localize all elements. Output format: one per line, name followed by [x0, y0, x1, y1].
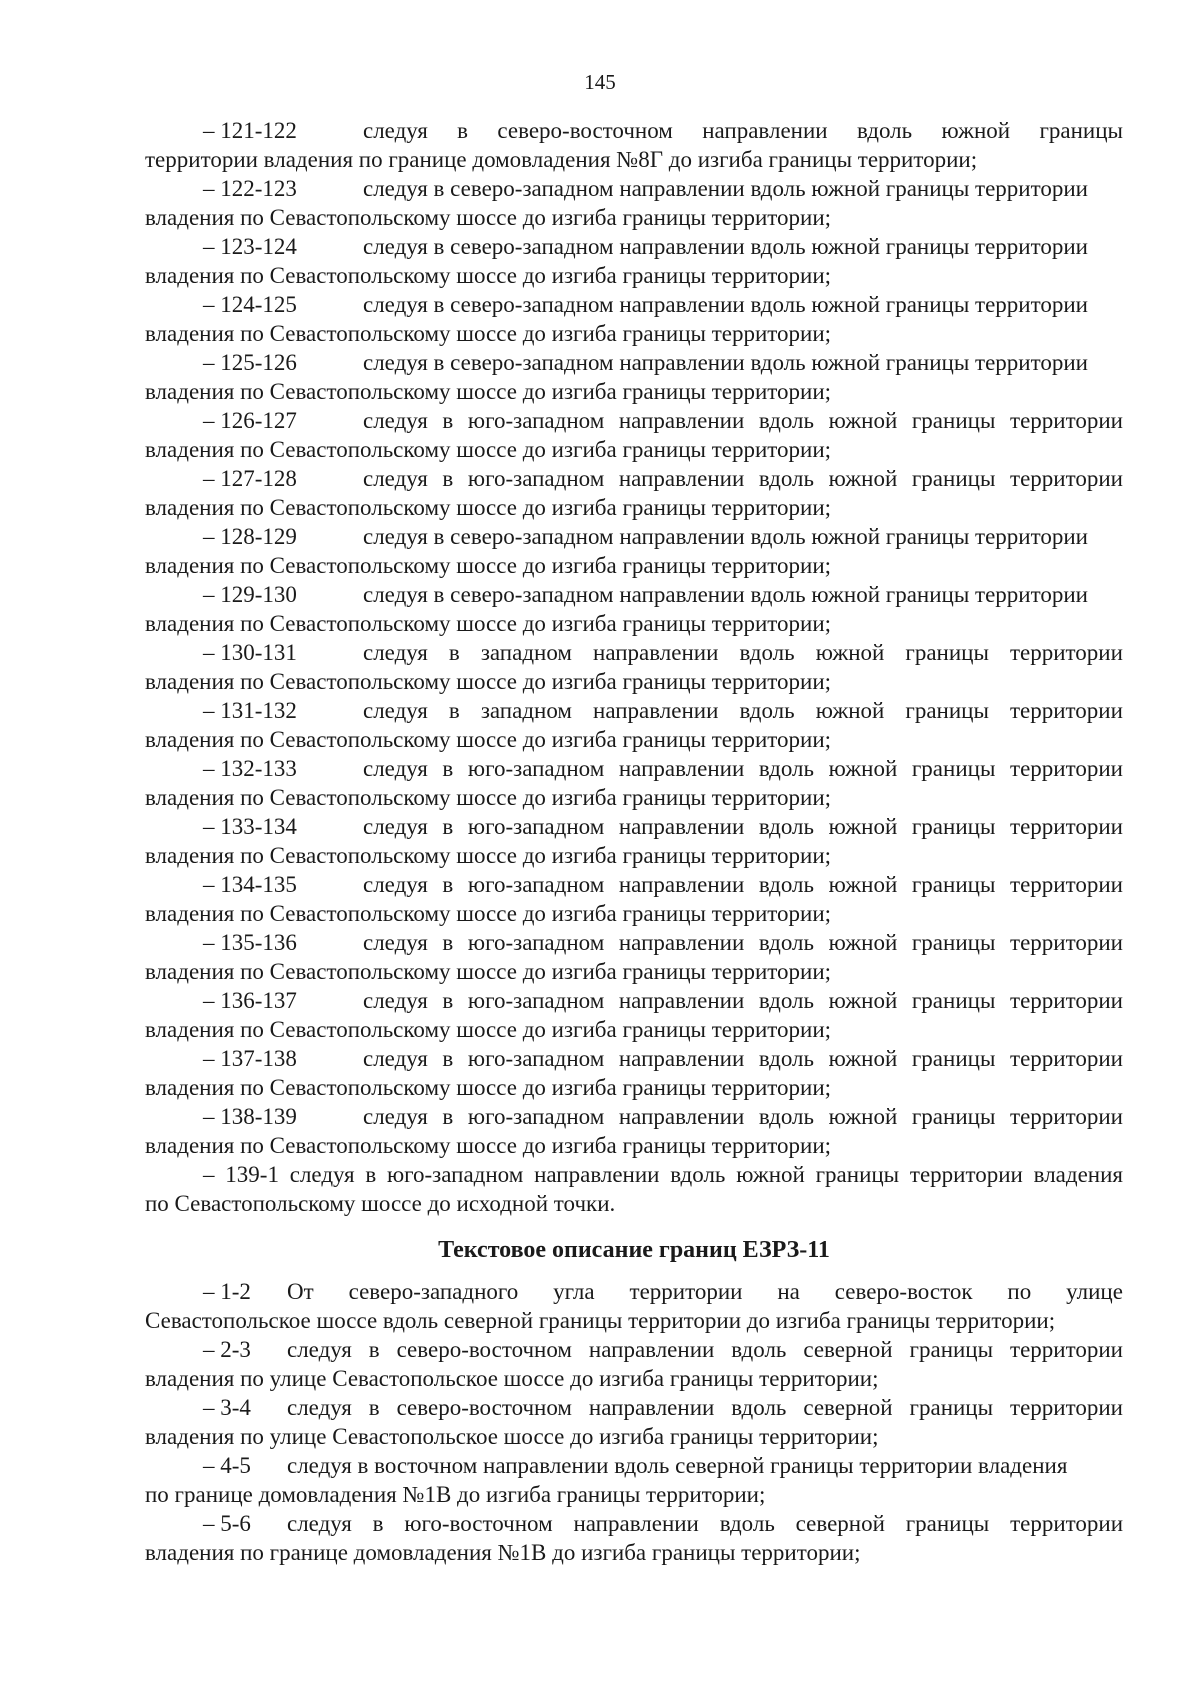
entry-first-line: [145, 464, 1123, 493]
entry-first-text: [287, 1509, 1123, 1538]
word: юго-западном: [467, 756, 605, 781]
boundary-entry: [145, 406, 1123, 464]
word: территории: [629, 1279, 743, 1304]
word: вдоль: [856, 118, 913, 143]
word: следуя: [287, 1511, 352, 1536]
word: следуя: [363, 1104, 428, 1129]
entry-first-text: [287, 1277, 1123, 1306]
entry-continuation: владения по Севастопольскому шоссе до изгиба границы территории;: [145, 1075, 832, 1100]
word: территории: [1010, 1511, 1123, 1536]
word: территории: [1009, 640, 1123, 665]
boundary-entry: [145, 348, 1123, 406]
boundary-entry: [145, 1277, 1123, 1335]
entry-first-line: [145, 290, 1123, 319]
word: южной: [941, 118, 1011, 143]
boundary-entry: [145, 1044, 1123, 1102]
boundary-entry: [145, 870, 1123, 928]
segment-number: – 1-2: [203, 1279, 251, 1304]
word: следуя: [363, 814, 428, 839]
entry-first-line: [145, 1044, 1123, 1073]
word: следуя: [363, 640, 428, 665]
word: в: [368, 1337, 380, 1362]
word: западном: [480, 698, 572, 723]
entry-first-line: [145, 1102, 1123, 1131]
boundary-entry: [145, 812, 1123, 870]
entry-first-text: [363, 1044, 1123, 1073]
word: в: [442, 408, 454, 433]
word: направлении: [618, 814, 745, 839]
word: южной: [828, 408, 898, 433]
entry-first-line: [145, 812, 1123, 841]
segment-number: – 138-139: [203, 1104, 297, 1129]
word: следуя: [287, 1337, 352, 1362]
entry-first-line: [145, 348, 1123, 377]
entry-first-text: [363, 1102, 1123, 1131]
word: направлении: [618, 1104, 745, 1129]
entry-first-text: [363, 638, 1123, 667]
word: направлении: [618, 466, 745, 491]
word: в: [442, 466, 454, 491]
segment-number: – 134-135: [203, 872, 297, 897]
segment-number: – 137-138: [203, 1046, 297, 1071]
word: северной: [803, 1395, 893, 1420]
word: границы: [911, 988, 996, 1013]
word: границы: [911, 872, 996, 897]
entry-first-text: – 139-1 следуя в юго-западном направлении вдоль южной границы территории владения: [203, 1162, 1123, 1187]
word: вдоль: [739, 698, 795, 723]
document-body: [145, 116, 1123, 1567]
entry-first-line: [145, 1277, 1123, 1306]
word: южной: [815, 640, 885, 665]
word: юго-западном: [467, 872, 605, 897]
boundary-entry: [145, 232, 1123, 290]
word: южной: [828, 1104, 898, 1129]
entry-first-text: [363, 522, 1123, 551]
word: южной: [828, 872, 898, 897]
boundary-entry: [145, 928, 1123, 986]
word: границы: [911, 814, 996, 839]
word: в: [442, 814, 454, 839]
boundary-entry: [145, 696, 1123, 754]
word: границы: [911, 408, 996, 433]
word: в: [368, 1395, 380, 1420]
word: в: [442, 756, 454, 781]
word: вдоль: [758, 872, 815, 897]
word: северной: [803, 1337, 893, 1362]
word: вдоль: [731, 1337, 787, 1362]
word: следуя в северо-западном направлении вдоль южной границы территории: [363, 292, 1088, 317]
word: южной: [828, 814, 898, 839]
segment-number: – 3-4: [203, 1395, 251, 1420]
word: следуя: [363, 466, 428, 491]
entry-first-text: [363, 464, 1123, 493]
word: территории: [1010, 1046, 1123, 1071]
word: границы: [911, 756, 996, 781]
word: юго-западном: [467, 408, 605, 433]
entry-continuation: владения по Севастопольскому шоссе до изгиба границы территории;: [145, 321, 832, 346]
word: северо-западного: [348, 1279, 519, 1304]
word: следуя: [363, 756, 428, 781]
entry-first-text: [363, 986, 1123, 1015]
boundary-entry: [145, 1335, 1123, 1393]
entry-first-text: [363, 928, 1123, 957]
entry-first-text: [287, 1335, 1123, 1364]
entry-continuation: владения по Севастопольскому шоссе до изгиба границы территории;: [145, 727, 832, 752]
entry-first-line: [145, 1335, 1123, 1364]
word: южной: [828, 988, 898, 1013]
word: юго-восточном: [404, 1511, 553, 1536]
word: направлении: [573, 1511, 699, 1536]
word: вдоль: [758, 814, 815, 839]
boundary-entry: [145, 638, 1123, 696]
entry-first-line: [145, 406, 1123, 435]
word: следуя: [363, 988, 428, 1013]
word: территории: [1010, 466, 1123, 491]
boundary-entry: [145, 580, 1123, 638]
entry-continuation: владения по Севастопольскому шоссе до изгиба границы территории;: [145, 205, 832, 230]
entry-first-text: [363, 290, 1123, 319]
segment-number: – 2-3: [203, 1337, 251, 1362]
word: территории: [1010, 814, 1123, 839]
word: угла: [553, 1279, 595, 1304]
entry-first-line: [145, 116, 1123, 145]
segment-number: – 125-126: [203, 350, 297, 375]
word: в: [457, 118, 469, 143]
word: территории: [1010, 756, 1123, 781]
entry-continuation: владения по Севастопольскому шоссе до изгиба границы территории;: [145, 1017, 832, 1042]
segment-number: – 5-6: [203, 1511, 251, 1536]
word: следуя: [363, 698, 428, 723]
segment-number: – 126-127: [203, 408, 297, 433]
word: следуя: [363, 930, 428, 955]
word: следуя в северо-западном направлении вдоль южной границы территории: [363, 350, 1088, 375]
entry-first-text: [363, 116, 1123, 145]
boundary-entry: [145, 464, 1123, 522]
segment-number: – 127-128: [203, 466, 297, 491]
word: вдоль: [758, 408, 815, 433]
word: направлении: [588, 1395, 715, 1420]
word: границы: [909, 1337, 994, 1362]
word: в: [442, 930, 454, 955]
section-heading: Текстовое описание границ ЕЗРЗ-11: [438, 1237, 830, 1263]
word: юго-западном: [467, 466, 605, 491]
segment-number: – 133-134: [203, 814, 297, 839]
entry-continuation: владения по Севастопольскому шоссе до изгиба границы территории;: [145, 495, 832, 520]
word: северо-восточном: [396, 1395, 572, 1420]
word: следуя в восточном направлении вдоль северной границы территории владения: [287, 1453, 1068, 1478]
boundary-entry: [145, 986, 1123, 1044]
word: северо-восточном: [497, 118, 673, 143]
entry-first-line: [145, 696, 1123, 725]
entry-first-text: [363, 406, 1123, 435]
segment-number: – 124-125: [203, 292, 297, 317]
boundary-entry: [145, 174, 1123, 232]
word: направлении: [618, 872, 745, 897]
word: улице: [1066, 1279, 1123, 1304]
word: направлении: [702, 118, 828, 143]
entry-first-text: [363, 812, 1123, 841]
word: в: [448, 640, 460, 665]
word: следуя: [363, 872, 428, 897]
entry-first-text: [363, 348, 1123, 377]
segment-number: – 121-122: [203, 118, 297, 143]
word: следуя: [363, 1046, 428, 1071]
boundary-entry: [145, 754, 1123, 812]
entry-continuation: по границе домовладения №1В до изгиба границы территории;: [145, 1482, 766, 1507]
word: вдоль: [758, 988, 815, 1013]
word: границы: [909, 1395, 994, 1420]
word: направлении: [618, 408, 745, 433]
entry-continuation: владения по Севастопольскому шоссе до изгиба границы территории;: [145, 553, 832, 578]
segment-number: – 122-123: [203, 176, 297, 201]
boundary-entry: [145, 1451, 1123, 1509]
entry-continuation: владения по Севастопольскому шоссе до изгиба границы территории;: [145, 959, 832, 984]
word: в: [442, 1104, 454, 1129]
word: направлении: [593, 640, 719, 665]
segment-number: – 132-133: [203, 756, 297, 781]
word: вдоль: [719, 1511, 775, 1536]
page-number: 145: [584, 70, 616, 94]
entry-continuation: владения по Севастопольскому шоссе до изгиба границы территории;: [145, 1133, 832, 1158]
word: территории: [1010, 930, 1123, 955]
word: следуя в северо-западном направлении вдоль южной границы территории: [363, 234, 1088, 259]
word: на: [777, 1279, 800, 1304]
entry-continuation: владения по Севастопольскому шоссе до изгиба границы территории;: [145, 437, 832, 462]
word: в: [442, 872, 454, 897]
word: южной: [815, 698, 885, 723]
word: юго-западном: [467, 930, 605, 955]
word: направлении: [618, 1046, 745, 1071]
word: южной: [828, 466, 898, 491]
entry-continuation: Севастопольское шоссе вдоль северной границы территории до изгиба границы территории;: [145, 1308, 1056, 1333]
word: северной: [795, 1511, 885, 1536]
entry-first-text: [363, 174, 1123, 203]
entry-first-text: [287, 1393, 1123, 1422]
segment-number: – 135-136: [203, 930, 297, 955]
word: вдоль: [758, 466, 815, 491]
entry-continuation: владения по Севастопольскому шоссе до изгиба границы территории;: [145, 611, 832, 636]
entry-first-line: [145, 174, 1123, 203]
word: границы: [911, 1046, 996, 1071]
word: юго-западном: [467, 1104, 605, 1129]
entry-first-text: [363, 580, 1123, 609]
boundary-entry: [145, 522, 1123, 580]
boundary-list-section-2: [145, 1277, 1123, 1567]
entry-continuation: владения по улице Севастопольское шоссе до изгиба границы территории;: [145, 1366, 879, 1391]
word: вдоль: [758, 1104, 815, 1129]
entry-first-text: [363, 696, 1123, 725]
entry-first-line: [145, 638, 1123, 667]
word: западном: [480, 640, 572, 665]
boundary-entry-final: [145, 1160, 1123, 1218]
boundary-entry: [145, 1102, 1123, 1160]
word: вдоль: [731, 1395, 787, 1420]
entry-first-line: [145, 522, 1123, 551]
entry-first-line: [145, 754, 1123, 783]
entry-first-line: [145, 986, 1123, 1015]
word: направлении: [588, 1337, 715, 1362]
word: следуя в северо-западном направлении вдоль южной границы территории: [363, 176, 1088, 201]
boundary-entry: [145, 290, 1123, 348]
entry-first-line: [145, 870, 1123, 899]
entry-continuation: по Севастопольскому шоссе до исходной точки.: [145, 1191, 616, 1216]
word: направлении: [618, 988, 745, 1013]
word: границы: [1039, 118, 1123, 143]
word: по: [1007, 1279, 1032, 1304]
word: территории: [1009, 698, 1123, 723]
segment-number: – 123-124: [203, 234, 297, 259]
entry-first-text: [287, 1451, 1123, 1480]
word: южной: [828, 1046, 898, 1071]
word: северо-восточном: [396, 1337, 572, 1362]
word: вдоль: [758, 930, 815, 955]
word: юго-западном: [467, 814, 605, 839]
word: направлении: [618, 930, 745, 955]
word: границы: [911, 930, 996, 955]
segment-number: – 130-131: [203, 640, 297, 665]
word: следуя в северо-западном направлении вдоль южной границы территории: [363, 582, 1088, 607]
word: границы: [911, 1104, 996, 1129]
word: территории: [1010, 1337, 1123, 1362]
boundary-entry: [145, 116, 1123, 174]
segment-number: – 4-5: [203, 1453, 251, 1478]
boundary-entry: [145, 1509, 1123, 1567]
entry-first-text: [363, 870, 1123, 899]
word: в: [448, 698, 460, 723]
word: следуя: [363, 118, 428, 143]
entry-continuation: владения по Севастопольскому шоссе до изгиба границы территории;: [145, 379, 832, 404]
boundary-entry: [145, 1393, 1123, 1451]
boundary-list-section-1: [145, 116, 1123, 1160]
word: южной: [828, 930, 898, 955]
word: в: [442, 988, 454, 1013]
word: следуя в северо-западном направлении вдоль южной границы территории: [363, 524, 1088, 549]
word: юго-западном: [467, 1046, 605, 1071]
entry-continuation: территории владения по границе домовладения №8Г до изгиба границы территории;: [145, 147, 978, 172]
word: территории: [1010, 408, 1123, 433]
entry-first-line: [145, 580, 1123, 609]
entry-continuation: владения по Севастопольскому шоссе до изгиба границы территории;: [145, 843, 832, 868]
word: вдоль: [758, 756, 815, 781]
word: От: [287, 1279, 314, 1304]
word: вдоль: [758, 1046, 815, 1071]
segment-number: – 129-130: [203, 582, 297, 607]
word: территории: [1010, 1395, 1123, 1420]
entry-first-line: [145, 232, 1123, 261]
entry-continuation: владения по Севастопольскому шоссе до изгиба границы территории;: [145, 901, 832, 926]
entry-continuation: владения по улице Севастопольское шоссе до изгиба границы территории;: [145, 1424, 879, 1449]
entry-first-line: [145, 1451, 1123, 1480]
word: границы: [905, 698, 989, 723]
entry-continuation: владения по границе домовладения №1В до изгиба границы территории;: [145, 1540, 861, 1565]
word: в: [372, 1511, 384, 1536]
segment-number: – 136-137: [203, 988, 297, 1013]
entry-first-line: [145, 1160, 1123, 1189]
word: территории: [1010, 988, 1123, 1013]
word: вдоль: [739, 640, 795, 665]
word: юго-западном: [467, 988, 605, 1013]
entry-continuation: владения по Севастопольскому шоссе до изгиба границы территории;: [145, 669, 832, 694]
word: в: [442, 1046, 454, 1071]
word: территории: [1010, 872, 1123, 897]
entry-continuation: владения по Севастопольскому шоссе до изгиба границы территории;: [145, 785, 832, 810]
entry-first-line: [145, 1509, 1123, 1538]
entry-first-line: [145, 928, 1123, 957]
word: границы: [905, 1511, 990, 1536]
word: северо-восток: [834, 1279, 973, 1304]
segment-number: – 131-132: [203, 698, 297, 723]
entry-first-text: [363, 754, 1123, 783]
entry-continuation: владения по Севастопольскому шоссе до изгиба границы территории;: [145, 263, 832, 288]
word: направлении: [618, 756, 745, 781]
word: южной: [828, 756, 898, 781]
word: территории: [1010, 1104, 1123, 1129]
word: направлении: [593, 698, 719, 723]
word: границы: [905, 640, 989, 665]
word: следуя: [287, 1395, 352, 1420]
entry-first-text: [363, 232, 1123, 261]
word: следуя: [363, 408, 428, 433]
word: границы: [911, 466, 996, 491]
entry-first-line: [145, 1393, 1123, 1422]
segment-number: – 128-129: [203, 524, 297, 549]
